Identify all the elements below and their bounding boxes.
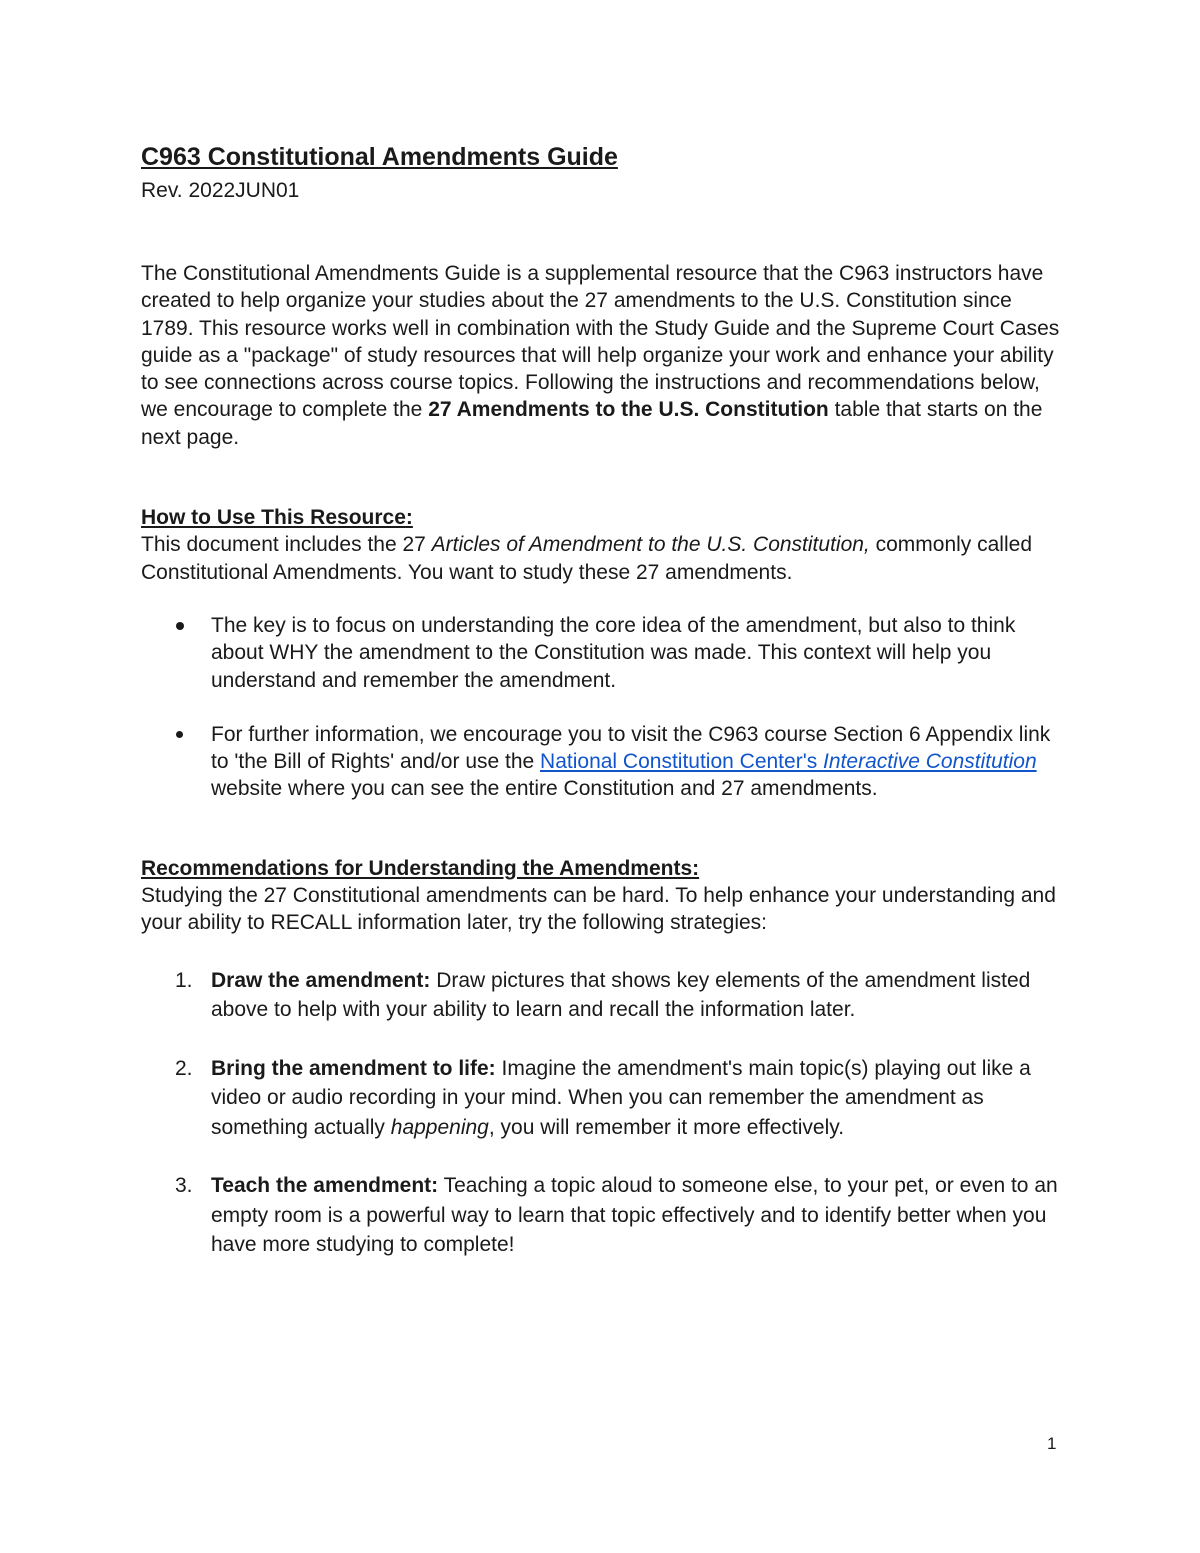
list-item: [141, 1171, 1061, 1260]
link-text-italic: Interactive Constitution: [823, 750, 1037, 774]
item-text: Teaching a topic aloud to someone else, to your pet, or even to an empty room is a powerful way to learn that topic effectively and to identify better when you have more studying to complete!: [211, 1174, 1058, 1257]
how-to-use-text-end: commonly called Constitutional Amendments. You want to study these 27 amendments.: [141, 533, 1032, 584]
recommendations-list: [141, 966, 1061, 1260]
document-title: C963 Constitutional Amendments Guide: [141, 143, 618, 171]
item-number: 2.: [175, 1056, 193, 1080]
how-to-use-paragraph: [141, 531, 1061, 586]
intro-bold-table-name: 27 Amendments to the U.S. Constitution: [428, 398, 829, 422]
intro-text: The Constitutional Amendments Guide is a supplemental resource that the C963 instructors have created to help organize your studies about the 27 amendments to the U.S. Constitution since 1789. This resource works well in combination with the Study Guide and the Supreme Court Cases guide as a "package" of study resources that will help organize your work and enhance your ability to see connections across course topics. Following the instructions and recommendations below, we encourage to complete the: [141, 262, 1060, 422]
list-item: [141, 612, 1061, 694]
how-to-use-heading: [141, 504, 1061, 531]
item-number: 3.: [175, 1174, 193, 1198]
item-text-end: , you will remember it more effectively.: [488, 1115, 845, 1139]
document-page: [141, 138, 1061, 1260]
bullet-text: For further information, we encourage you to visit the C963 course Section 6 Appendix link to 'the Bill of Rights' and/or use the: [211, 722, 1051, 774]
bullet-dot-icon: [176, 731, 183, 738]
link-text: National Constitution Center's: [540, 750, 824, 774]
item-label: Draw the amendment:: [211, 968, 431, 992]
bullet-text-end: website where you can see the entire Constitution and 27 amendments.: [211, 777, 878, 801]
list-item: [141, 1054, 1061, 1143]
list-item: [141, 721, 1061, 803]
item-label: Bring the amendment to life:: [211, 1056, 496, 1080]
recommendations-heading: Recommendations for Understanding the Amendments:: [141, 856, 700, 880]
intro-paragraph: [141, 260, 1061, 451]
how-to-use-heading-colon: :: [405, 506, 413, 530]
how-to-use-text: This document includes the 27: [141, 533, 432, 557]
how-to-use-heading-text: How to Use This Resource: [141, 506, 406, 530]
revision-label: Rev. 2022JUN01: [141, 179, 300, 202]
bullet-text: The key is to focus on understanding the core idea of the amendment, but also to think about WHY the amendment to the Constitution was made. This context will help you understand and remember the amendment.: [211, 613, 1016, 692]
page-number: 1: [1047, 1434, 1057, 1453]
interactive-constitution-link[interactable]: [540, 750, 1037, 773]
intro-text-end: table that starts on the next page.: [141, 398, 1043, 449]
how-to-use-bullet-list: [141, 612, 1061, 803]
item-text: Draw pictures that shows key elements of the amendment listed above to help with your ability to learn and recall the information later.: [211, 968, 1031, 1022]
item-label: Teach the amendment:: [211, 1174, 439, 1198]
item-number: 1.: [175, 968, 193, 992]
item-italic: happening: [390, 1115, 489, 1139]
item-text: Imagine the amendment's main topic(s) playing out like a video or audio recording in your mind. When you can remember the amendment as something actually: [211, 1056, 1031, 1139]
recommendations-paragraph: Studying the 27 Constitutional amendments can be hard. To help enhance your understanding and your ability to RECALL information later, try the following strategies:: [141, 884, 1056, 935]
articles-italic: Articles of Amendment to the U.S. Constitution,: [431, 533, 870, 557]
bullet-dot-icon: [176, 622, 184, 630]
list-item: [141, 966, 1061, 1025]
